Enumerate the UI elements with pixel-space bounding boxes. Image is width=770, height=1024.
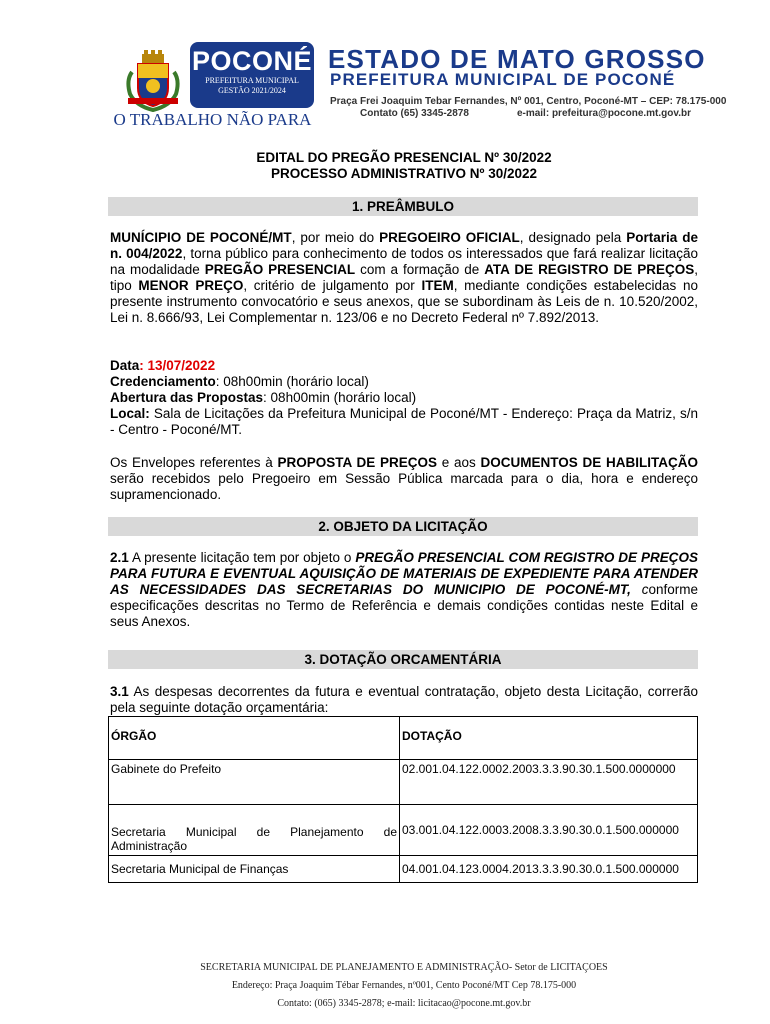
brand-name: POCONÉ [191,46,313,76]
table-cell-orgao: Secretaria Municipal de Planejamento de Administração [109,805,400,856]
table-cell-dotacao: 04.001.04.123.0004.2013.3.3.90.30.0.1.500.000000 [400,856,698,883]
table-row [109,760,698,805]
session-date: : 13/07/2022 [139,358,216,373]
brand-subtitle: PREFEITURA MUNICIPAL [205,76,299,85]
header-phone: Contato (65) 3345-2878 [360,108,469,119]
brand-term: GESTÃO 2021/2024 [218,86,286,95]
table-row [109,805,698,856]
objeto-paragraph: 2.1 A presente licitação tem por objeto o PREGÃO PRESENCIAL COM REGISTRO DE PREÇOS PARA FUTURA E EVENTUAL AQUISIÇÃO DE MATERIAIS DE EXPEDIENTE PARA ATENDER AS NECESSIDADES DAS SECRETARIAS DO MUNICIPIO DE POCONÉ-MT, conforme especificações descritas no Termo de Referência e demais condições contidas neste Edital e seus Anexos. [110,550,698,629]
table-header-orgao: ÓRGÃO [109,717,400,760]
section-heading-dotacao: 3. DOTAÇÃO ORCAMENTÁRIA [108,650,698,669]
prefeitura-name: PREFEITURA MUNICIPAL DE POCONÉ [330,70,676,89]
envelopes-paragraph: Os Envelopes referentes à PROPOSTA DE PREÇOS e aos DOCUMENTOS DE HABILITAÇÃO serão recebidos pelo Pregoeiro em Sessão Pública marcada para o dia, hora e endereço supramencionado. [110,455,699,502]
brand-logo [190,42,314,108]
section-heading-objeto: 2. OBJETO DA LICITAÇÃO [108,517,698,536]
slogan: O TRABALHO NÃO PARA [113,110,312,129]
schedule-local: Local: Sala de Licitações da Prefeitura Municipal de Poconé/MT - Endereço: Praça da Matriz, s/n - Centro - Poconé/MT. [110,406,698,437]
table-cell-orgao: Gabinete do Prefeito [109,760,400,805]
header-contact-line [360,108,691,119]
table-row [109,856,698,883]
schedule-abertura: Abertura das Propostas: 08h00min (horário local) [110,390,417,405]
edital-title: EDITAL DO PREGÃO PRESENCIAL Nº 30/2022 [256,150,552,165]
table-cell-orgao: Secretaria Municipal de Finanças [109,856,400,883]
table-header-dotacao: DOTAÇÃO [400,717,698,760]
schedule-credenciamento: Credenciamento: 08h00min (horário local) [110,374,369,389]
state-name: ESTADO DE MATO GROSSO [328,44,706,74]
footer-address: Endereço: Praça Joaquim Tébar Fernandes, nº001, Cento Poconé/MT Cep 78.175-000 [231,980,577,991]
header-email: e-mail: prefeitura@pocone.mt.gov.br [516,108,691,119]
processo-title: PROCESSO ADMINISTRATIVO Nº 30/2022 [271,166,537,181]
header-address: Praça Frei Joaquim Tebar Fernandes, Nº 001, Centro, Poconé-MT – CEP: 78.175-000 [330,96,727,107]
section-heading-preambulo: 1. PREÂMBULO [108,197,698,216]
table-header-row [109,717,698,760]
preambulo-paragraph: MUNÍCIPIO DE POCONÉ/MT, por meio do PREGOEIRO OFICIAL, designado pela Portaria de n. 004/2022, torna público para conhecimento de todos os interessados que fará realizar licitação na modalidade PREGÃO PRESENCIAL com a formação de ATA DE REGISTRO DE PREÇOS, tipo MENOR PREÇO, critério de julgamento por ITEM, mediante condições estabelecidas no presente instrumento convocatório e seus anexos, que se subordinam às Leis de n. 10.520/2002, Lei n. 8.666/93, Lei Complementar n. 123/06 e no Decreto Federal nº 7.892/2013. [110,230,699,325]
dotacao-table [108,716,698,883]
footer-contact: Contato: (065) 3345-2878; e-mail: licitacao@pocone.mt.gov.br [277,998,531,1009]
dotacao-paragraph: 3.1 As despesas decorrentes da futura e eventual contratação, objeto desta Licitação, correrão pela seguinte dotação orçamentária: [110,684,698,715]
table-cell-dotacao: 03.001.04.122.0003.2008.3.3.90.30.0.1.500.000000 [400,805,698,856]
municipal-crest-icon [122,50,184,112]
table-cell-dotacao: 02.001.04.122.0002.2003.3.3.90.30.1.500.0000000 [400,760,698,805]
footer-department: SECRETARIA MUNICIPAL DE PLANEJAMENTO E ADMINISTRAÇÃO- Setor de LICITAÇOES [200,962,608,973]
schedule-date: Data: 13/07/2022 [110,358,216,373]
